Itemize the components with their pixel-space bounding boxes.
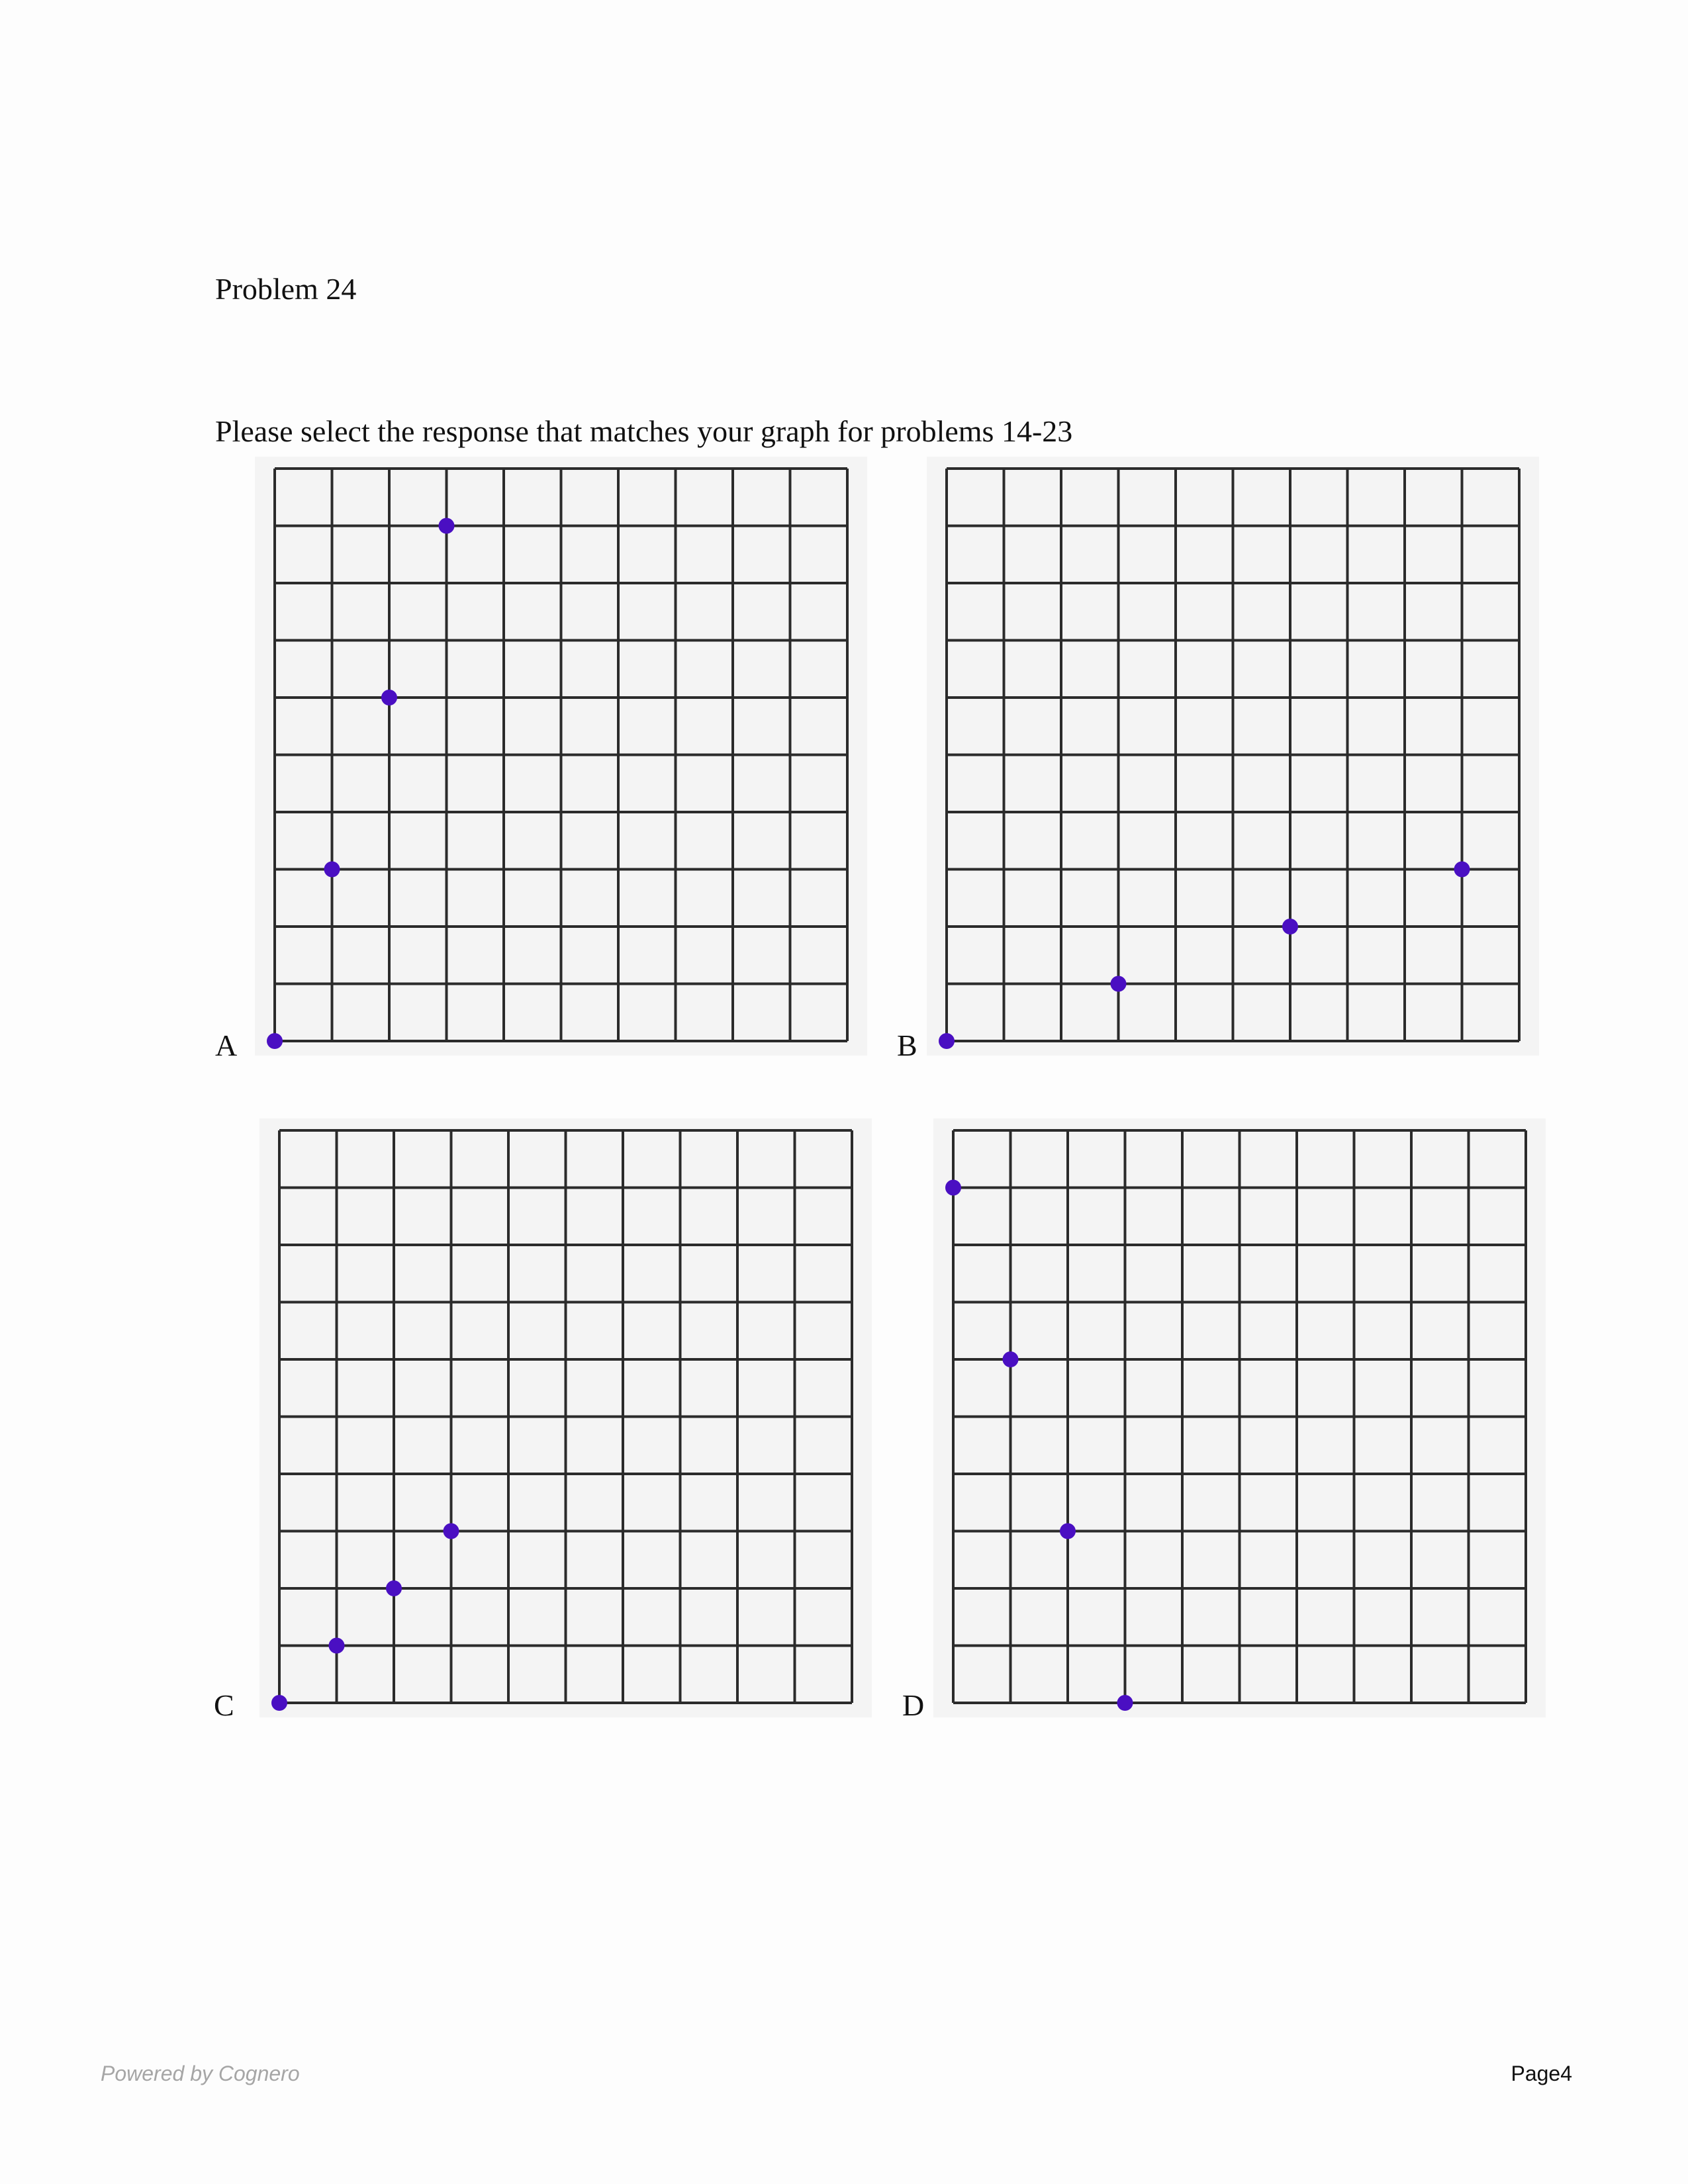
graph-c-point-3 (444, 1524, 459, 1539)
choice-c-graph (259, 1118, 872, 1717)
graph-a-point-3 (439, 518, 455, 534)
coordinate-grid-a (255, 457, 867, 1056)
choice-d-graph (933, 1118, 1546, 1717)
graph-a-point-2 (381, 690, 397, 705)
graph-b-point-3 (1454, 862, 1470, 878)
graph-d-point-1 (1003, 1351, 1019, 1367)
graph-a-point-0 (267, 1033, 283, 1049)
graph-b-point-0 (939, 1033, 955, 1049)
question-text: Please select the response that matches your graph for problems 14-23 (215, 414, 1073, 448)
coordinate-grid-c (259, 1118, 872, 1717)
graph-d-point-0 (945, 1180, 961, 1196)
graph-c-point-2 (386, 1580, 402, 1596)
choice-b-graph (927, 457, 1539, 1056)
coordinate-grid-b (927, 457, 1539, 1056)
choice-a-graph (255, 457, 867, 1056)
choice-b-label[interactable]: B (897, 1028, 917, 1062)
powered-by-footer: Powered by Cognero (101, 2062, 300, 2085)
graph-b-point-1 (1111, 976, 1127, 992)
graph-d-point-3 (1117, 1695, 1133, 1711)
choice-d-label[interactable]: D (902, 1688, 925, 1722)
problem-title: Problem 24 (215, 272, 357, 306)
graph-d-point-2 (1060, 1524, 1076, 1539)
choice-c-label[interactable]: C (214, 1688, 234, 1722)
graph-a-point-1 (324, 862, 340, 878)
choice-a-label[interactable]: A (215, 1028, 238, 1062)
coordinate-grid-d (933, 1118, 1546, 1717)
graph-b-point-2 (1282, 919, 1298, 934)
graph-c-point-0 (271, 1695, 287, 1711)
page-number: Page4 (1511, 2062, 1572, 2085)
graph-c-point-1 (329, 1638, 345, 1654)
